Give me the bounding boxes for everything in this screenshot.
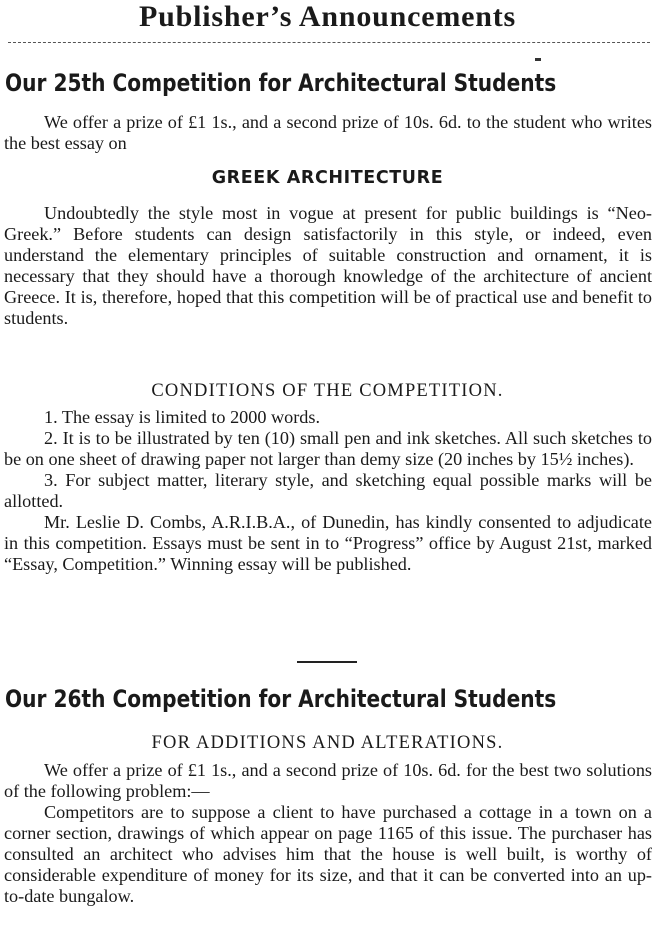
alterations-heading: FOR ADDITIONS AND ALTERATIONS.	[151, 733, 504, 753]
conditions-list	[4, 407, 652, 575]
header-rule	[8, 42, 650, 43]
description-paragraph: Undoubtedly the style most in vogue at present for public buildings is “Neo-Greek.” Before students can design satisfactorily in this style, or indeed, even understand the elementary principles of suitable construction and ornament, it is necessary that they should have a thorough knowledge of the architecture of ancient Greece. It is, therefore, hoped that this competition will be of practical use and benefit to students.	[4, 203, 652, 328]
page-title: Publisher’s Announcements	[139, 0, 516, 33]
competition-26-text	[4, 760, 652, 907]
competition-25-intro	[4, 112, 652, 154]
competition-26-title: Our 26th Competition for Architectural Students	[5, 685, 557, 713]
condition-item: 2. It is to be illustrated by ten (10) small pen and ink sketches. All such sketches to be on one sheet of drawing paper not larger than demy size (20 inches by 15½ inches).	[4, 428, 652, 469]
intro-paragraph: We offer a prize of £1 1s., and a second prize of 10s. 6d. to the student who writes the best essay on	[4, 112, 652, 153]
essay-subject: GREEK ARCHITECTURE	[211, 168, 444, 188]
problem-paragraph: Competitors are to suppose a client to have purchased a cottage in a town on a corner section, drawings of which appear on page 1165 of this issue. The purchaser has consulted an architect who advises him that the house is well built, is worthy of considerable expenditure of money for its size, and that it can be converted into an up-to-date bungalow.	[4, 802, 652, 906]
conditions-heading: CONDITIONS OF THE COMPETITION.	[151, 381, 504, 401]
adjudicator-paragraph: Mr. Leslie D. Combs, A.R.I.B.A., of Dunedin, has kindly consented to adjudicate in this competition. Essays must be sent in to “Progress” office by August 21st, marked “Essay, Competition.” Winning essay will be published.	[4, 512, 652, 574]
print-mark	[535, 58, 541, 61]
section-divider	[297, 661, 357, 663]
condition-item: 3. For subject matter, literary style, and sketching equal possible marks will be allotted.	[4, 470, 652, 511]
competition-25-title: Our 25th Competition for Architectural Students	[5, 69, 557, 97]
competition-25-description	[4, 203, 652, 329]
intro-paragraph: We offer a prize of £1 1s., and a second prize of 10s. 6d. for the best two solutions of the following problem:—	[4, 760, 652, 801]
condition-item: 1. The essay is limited to 2000 words.	[44, 407, 320, 427]
